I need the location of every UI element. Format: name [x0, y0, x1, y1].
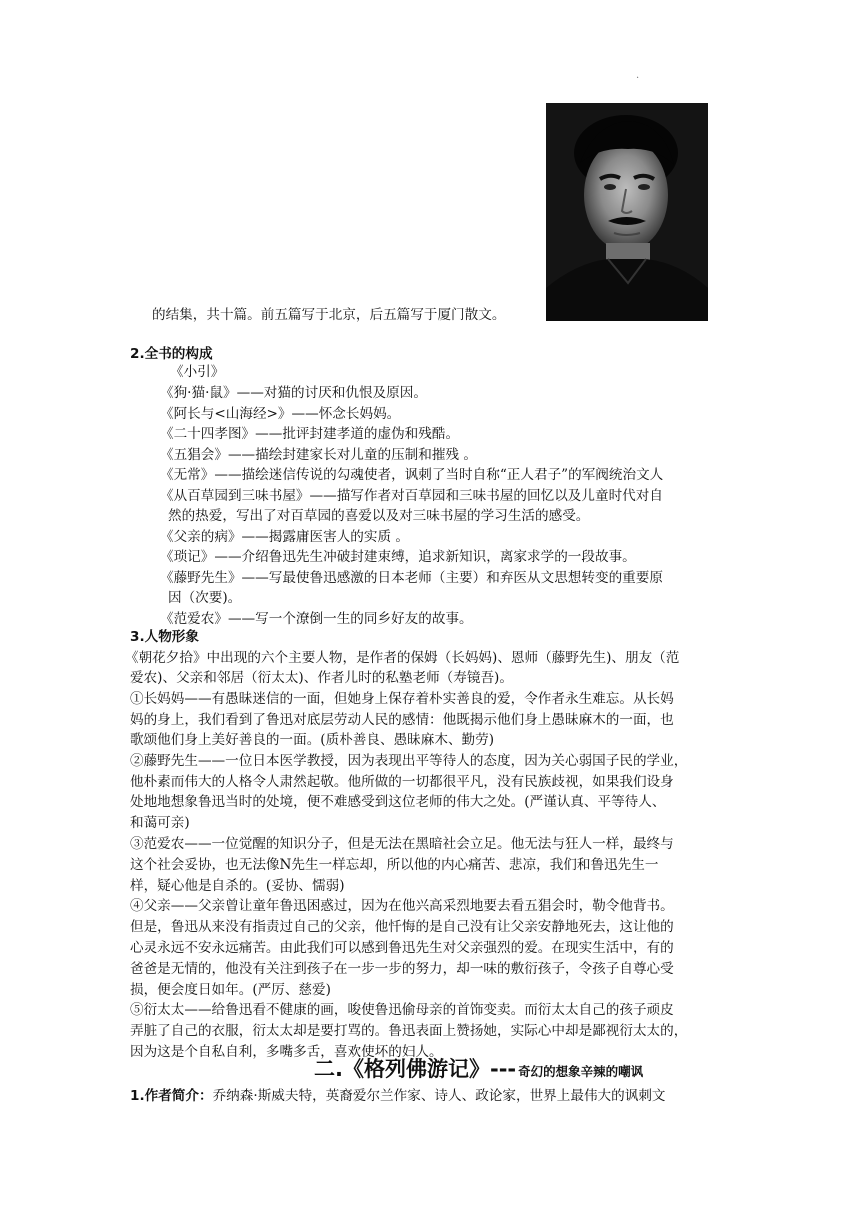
character-paragraph-line: 他朴素而伟大的人格令人肃然起敬。他所做的一切都很平凡，没有民族歧视，如果我们设身	[130, 774, 674, 790]
character-paragraph-line: 因为这是个自私自利，多嘴多舌，喜欢使坏的妇人。	[130, 1044, 443, 1060]
composition-item: 然的热爱，写出了对百草园的喜爱以及对三味书屋的学习生活的感受。	[168, 508, 590, 524]
composition-item: 《无常》——描绘迷信传说的勾魂使者，讽刺了当时自称“正人君子”的军阀统治文人	[160, 467, 664, 483]
section2-heading: 2.全书的构成	[130, 346, 213, 362]
character-paragraph-line: 样，疑心他是自杀的。(妥协、懦弱)	[130, 878, 345, 894]
intro-tail-text: 的结集，共十篇。前五篇写于北京，后五篇写于厦门散文。	[152, 307, 506, 323]
part2-subtitle: 奇幻的想象辛辣的嘲讽	[518, 1064, 644, 1079]
composition-item: 因（次要)。	[168, 590, 242, 606]
header-dot: .	[636, 70, 640, 81]
composition-item: 《藤野先生》——写最使鲁迅感激的日本老师（主要）和弃医从文思想转变的重要原	[160, 570, 663, 586]
composition-item: 《二十四孝图》——批评封建孝道的虚伪和残酷。	[160, 426, 460, 442]
composition-item: 《五猖会》——描绘封建家长对儿童的压制和摧残 。	[160, 447, 477, 463]
composition-item: 《阿长与<山海经>》——怀念长妈妈。	[160, 406, 401, 422]
character-paragraph-line: 但是，鲁迅从来没有指责过自己的父亲，他忏悔的是自己没有让父亲安静地死去，这让他的	[130, 919, 674, 935]
author-intro-line	[130, 1086, 666, 1106]
section3-heading: 3.人物形象	[130, 629, 199, 645]
composition-item: 《琐记》——介绍鲁迅先生冲破封建束缚，追求新知识，离家求学的一段故事。	[160, 549, 636, 565]
composition-item: 《父亲的病》——揭露庸医害人的实质 。	[160, 529, 410, 545]
character-paragraph-line: 弄脏了自己的衣服，衍太太却是要打骂的。鲁迅表面上赞扬她，实际心中却是鄙视衍太太的，	[130, 1023, 688, 1039]
character-paragraph-line: 妈的身上，我们看到了鲁迅对底层劳动人民的感情：他既揭示他们身上愚昧麻木的一面，也	[130, 712, 674, 728]
author-portrait-photo	[546, 103, 708, 321]
composition-item: 《范爱农》——写一个潦倒一生的同乡好友的故事。	[160, 611, 473, 627]
character-paragraph-line: ⑤衍太太——给鲁迅看不健康的画，唆使鲁迅偷母亲的首饰变卖。而衍太太自己的孩子顽皮	[130, 1002, 674, 1018]
character-paragraph-line: 处地地想象鲁迅当时的处境，便不难感受到这位老师的伟大之处。(严谨认真、平等待人、	[130, 794, 666, 810]
composition-item: 《从百草园到三味书屋》——描写作者对百草园和三味书屋的回忆以及儿童时代对自	[160, 488, 663, 504]
character-paragraph-line: ③范爱农——一位觉醒的知识分子，但是无法在黑暗社会立足。他无法与狂人一样，最终与	[130, 836, 674, 852]
composition-item: 《小引》	[170, 364, 225, 380]
part2-title-main: 二.《格列佛游记》---	[314, 1057, 517, 1081]
composition-item: 《狗·猫·鼠》——对猫的讨厌和仇恨及原因。	[160, 385, 427, 401]
character-paragraph-line: 损，便会度日如年。(严厉、慈爱)	[130, 982, 331, 998]
character-paragraph-line: 爸爸是无情的，他没有关注到孩子在一步一步的努力，却一味的敷衍孩子，令孩子自尊心受	[130, 961, 674, 977]
author-intro-text: 乔纳森·斯威夫特，英裔爱尔兰作家、诗人、政论家，世界上最伟大的讽刺文	[212, 1088, 666, 1104]
character-paragraph-line: 和蔼可亲)	[130, 815, 190, 831]
character-paragraph-line: 歌颂他们身上美好善良的一面。(质朴善良、愚昧麻木、勤劳)	[130, 732, 495, 748]
character-paragraph-line: 《朝花夕拾》中出现的六个主要人物，是作者的保姆（长妈妈)、恩师（藤野先生)、朋友（范	[125, 650, 680, 666]
author-intro-label: 1.作者简介：	[130, 1088, 213, 1104]
character-paragraph-line: 这个社会妥协，也无法像N先生一样忘却，所以他的内心痛苦、悲凉，我们和鲁迅先生一	[130, 857, 659, 873]
character-paragraph-line: 爱农)、父亲和邻居（衍太太)、作者儿时的私塾老师（寿镜吾)。	[130, 670, 513, 686]
character-paragraph-line: 心灵永远不安永远痛苦。由此我们可以感到鲁迅先生对父亲强烈的爱。在现实生活中，有的	[130, 940, 674, 956]
character-paragraph-line: ②藤野先生——一位日本医学教授，因为表现出平等待人的态度，因为关心弱国子民的学业，	[130, 753, 688, 769]
part2-title	[314, 1053, 643, 1083]
character-paragraph-line: ④父亲——父亲曾让童年鲁迅困惑过，因为在他兴高采烈地要去看五猖会时，勒令他背书。	[130, 898, 674, 914]
character-paragraph-line: ①长妈妈——有愚昧迷信的一面，但她身上保存着朴实善良的爱，令作者永生难忘。从长妈	[130, 691, 674, 707]
